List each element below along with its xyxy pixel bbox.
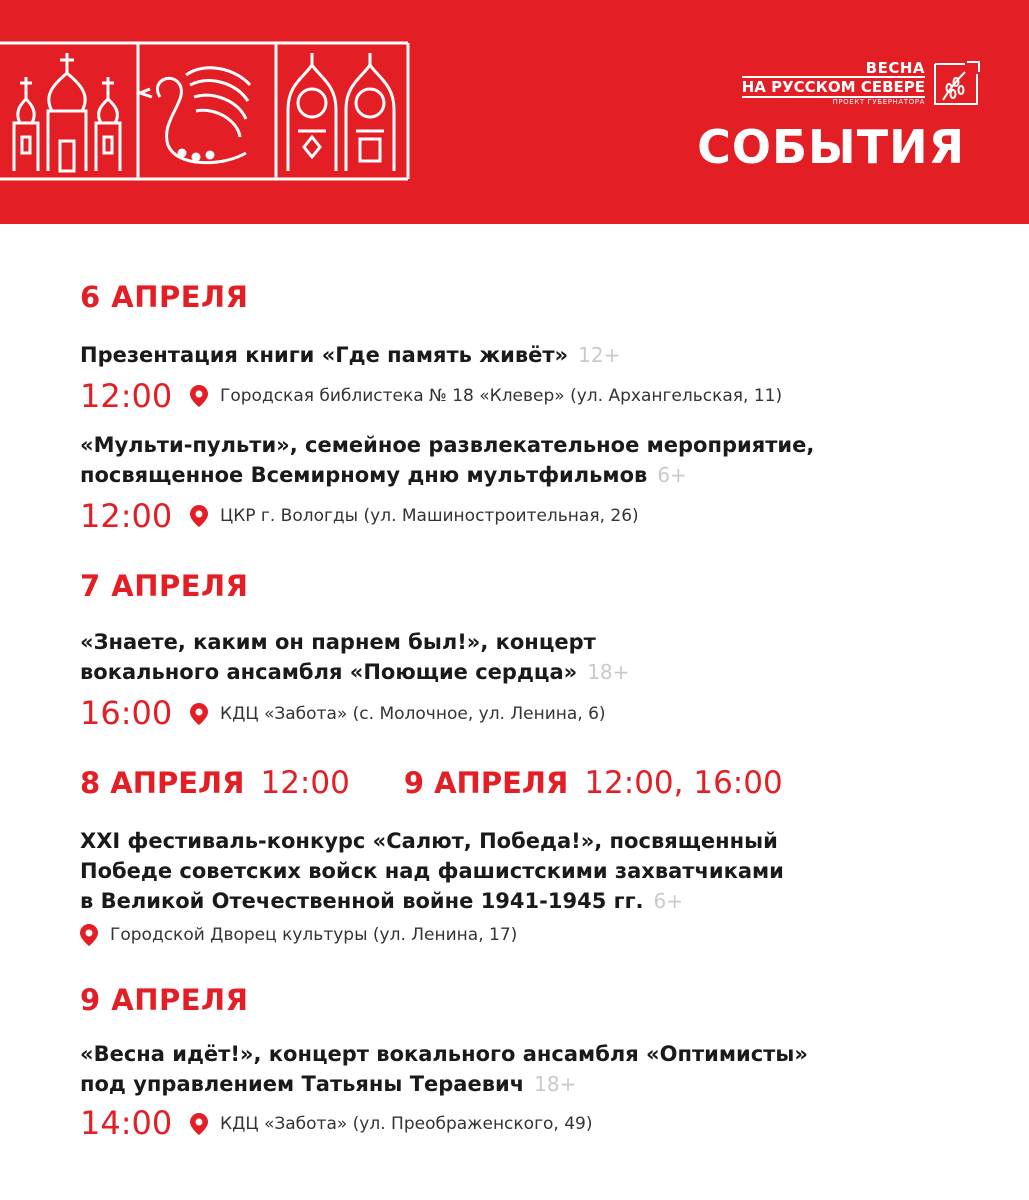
location-pin-icon <box>190 1113 208 1135</box>
event-title-line: «Мульти-пульти», семейное развлекательное мероприятие, <box>80 433 815 457</box>
header-banner <box>0 0 1029 224</box>
event-place <box>190 1113 592 1135</box>
location-pin-icon <box>190 703 208 725</box>
event-place <box>190 703 606 725</box>
event-time: 12:00, 16:00 <box>584 765 783 801</box>
event-title-line: в Великой Отечественной войне 1941-1945 гг. <box>80 889 644 913</box>
event-title-line: Презентация книги «Где память живёт» <box>80 343 569 367</box>
event-title-line: XXI фестиваль-конкурс «Салют, Победа!», посвященный <box>80 829 778 853</box>
event-title <box>80 826 784 916</box>
event-time: 12:00 <box>80 497 173 535</box>
event-time: 16:00 <box>80 694 173 732</box>
age-rating: 18+ <box>587 660 630 684</box>
event-place <box>190 505 639 527</box>
brand-title: ВЕСНА <box>865 59 925 77</box>
date-heading: 6 АПРЕЛЯ <box>80 280 249 314</box>
event-title-line: «Знаете, каким он парнем был!», концерт <box>80 630 596 654</box>
folk-ornament-icon <box>0 41 410 181</box>
event-place <box>190 385 782 407</box>
event-title-line: посвященное Всемирному дню мультфильмов <box>80 463 648 487</box>
place-text: КДЦ «Забота» (ул. Преображенского, 49) <box>220 1114 593 1134</box>
brand-logo-block <box>721 60 981 112</box>
location-pin-icon <box>190 385 208 407</box>
event-place <box>80 924 517 946</box>
event-title-line: Победе советских войск над фашистскими захватчиками <box>80 859 784 883</box>
age-rating: 18+ <box>534 1072 577 1096</box>
willow-branch-icon <box>931 60 981 108</box>
age-rating: 6+ <box>653 889 684 913</box>
event-time: 12:00 <box>260 765 350 801</box>
date-heading: 9 АПРЕЛЯ <box>403 766 569 800</box>
date-heading: 9 АПРЕЛЯ <box>80 983 249 1017</box>
place-text: Городской Дворец культуры (ул. Ленина, 17) <box>110 925 518 945</box>
event-title-line: вокального ансамбля «Поющие сердца» <box>80 660 578 684</box>
age-rating: 12+ <box>578 343 621 367</box>
date-heading: 8 АПРЕЛЯ <box>80 766 245 800</box>
event-title <box>80 627 629 687</box>
place-text: КДЦ «Забота» (с. Молочное, ул. Ленина, 6) <box>220 704 606 724</box>
date-heading: 7 АПРЕЛЯ <box>80 569 249 603</box>
location-pin-icon <box>80 924 98 946</box>
event-title <box>80 430 814 490</box>
age-rating: 6+ <box>657 463 687 487</box>
event-title-line: «Весна идёт!», концерт вокального ансамбля «Оптимисты» <box>80 1042 808 1066</box>
event-time: 14:00 <box>80 1104 173 1142</box>
event-time: 12:00 <box>80 377 173 415</box>
brand-caption: ПРОЕКТ ГУБЕРНАТОРА <box>832 98 925 106</box>
date-heading-dual <box>80 765 783 801</box>
event-title <box>80 1039 808 1099</box>
brand-subtitle: НА РУССКОМ СЕВЕРЕ <box>741 78 925 96</box>
location-pin-icon <box>190 505 208 527</box>
place-text: ЦКР г. Вологды (ул. Машиностроительная, 26) <box>220 506 639 526</box>
event-title-line: под управлением Татьяны Тераевич <box>80 1072 525 1096</box>
place-text: Городская библистека № 18 «Клевер» (ул. Архангельская, 11) <box>220 386 783 406</box>
page-title: СОБЫТИЯ <box>697 120 965 174</box>
event-title <box>80 340 620 370</box>
